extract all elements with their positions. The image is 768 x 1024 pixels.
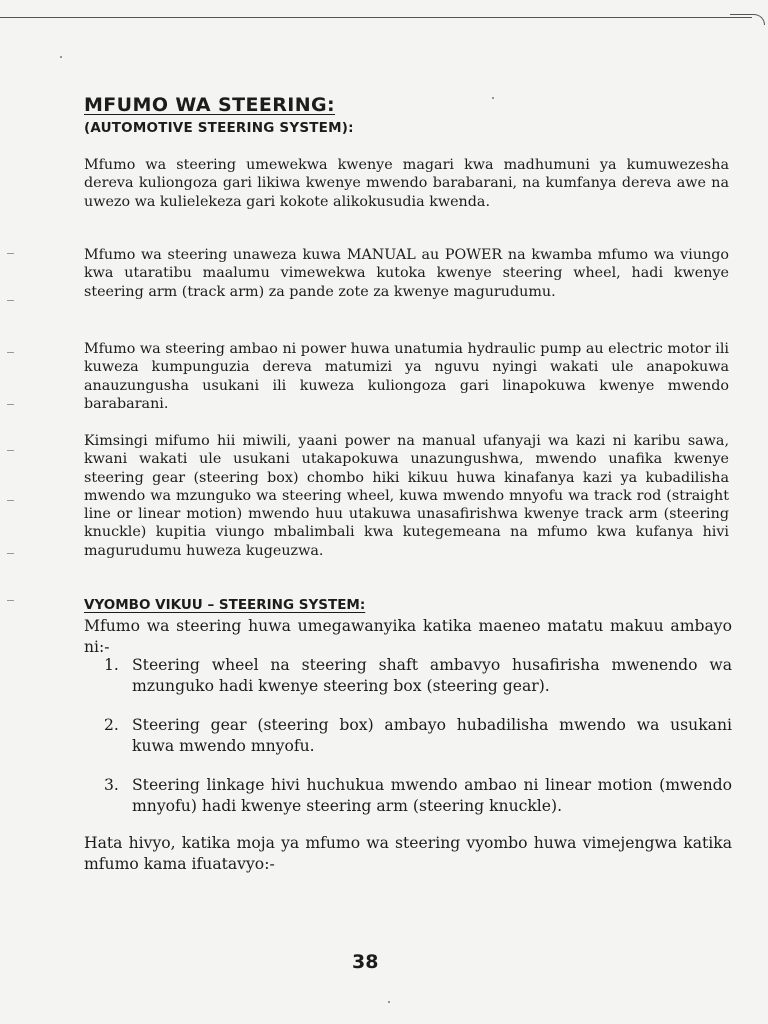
margin-mark <box>7 553 14 554</box>
margin-mark <box>7 352 14 353</box>
step-number: 1. <box>104 656 119 674</box>
intro-paragraph: Mfumo wa steering unaweza kuwa MANUAL au POWER na kwamba mfumo wa viungo kwa utaratibu maalumu vimewekwa kutoka kwenye steering wheel, hadi kwenye steering arm (track arm) za pande zote za kwenye magurudumu. <box>84 247 729 300</box>
document-subtitle: (AUTOMOTIVE STEERING SYSTEM): <box>84 120 354 136</box>
margin-mark <box>7 300 14 301</box>
scan-speck <box>388 1001 390 1003</box>
intro-paragraph: Mfumo wa steering umewekwa kwenye magari kwa madhumuni ya kumuwezesha dereva kuliongoza gari likiwa kwenye mwendo barabarani, na kumfanya dereva awe na uwezo wa kulielekeza gari kokote alikokusudia kwenda. <box>84 157 729 210</box>
margin-mark <box>7 500 14 501</box>
scan-speck <box>492 97 494 99</box>
section-intro: Mfumo wa steering huwa umegawanyika katika maeneo matatu makuu ambayo ni:- <box>84 617 732 656</box>
margin-mark <box>7 600 14 601</box>
step-number: 2. <box>104 716 119 734</box>
page-number: 38 <box>352 951 379 973</box>
step-number: 3. <box>104 776 119 794</box>
section-heading: VYOMBO VIKUU – STEERING SYSTEM: <box>84 597 366 613</box>
closing-paragraph: Hata hivyo, katika moja ya mfumo wa steering vyombo huwa vimejengwa katika mfumo kama ifuatavyo:- <box>84 834 732 873</box>
top-edge-rule <box>0 17 752 18</box>
step-text: Steering linkage hivi huchukua mwendo ambao ni linear motion (mwendo mnyofu) hadi kwenye steering arm (steering knuckle). <box>132 776 732 815</box>
document-title: MFUMO WA STEERING: <box>84 94 336 116</box>
intro-paragraph: Kimsingi mifumo hii miwili, yaani power na manual ufanyaji wa kazi ni karibu sawa, kwani wakati ule usukani utakapokuwa unazungushwa, mwendo unafika kwenye steering gear (steering box) chombo hiki kikuu huwa kinafanya kazi ya kubadilisha mwendo wa mzunguko wa steering wheel, kuwa mwendo mnyofu wa track rod (straight line or linear motion) mwendo huu utakuwa unasafirishwa kwenye track arm (steering knuckle) kupitia viungo mbalimbali kwa kutegemeana na mfumo kwa kufanya hivi magurudumu huweza kugeuzwa. <box>84 433 729 559</box>
top-edge-curl <box>730 14 765 25</box>
step-text: Steering gear (steering box) ambayo hubadilisha mwendo wa usukani kuwa mwendo mnyofu. <box>132 716 732 755</box>
margin-mark <box>7 404 14 405</box>
intro-paragraph: Mfumo wa steering ambao ni power huwa unatumia hydraulic pump au electric motor ili kuweza kumpunguzia dereva matumizi ya nguvu nyingi wakati ule anapokuwa anauzungusha usukani ili kuweza kuliongoza gari linapokuwa kwenye mwendo barabarani. <box>84 341 729 412</box>
step-text: Steering wheel na steering shaft ambavyo husafirisha mwenendo wa mzunguko hadi kwenye steering box (steering gear). <box>132 656 732 695</box>
margin-mark <box>7 450 14 451</box>
margin-mark <box>7 253 14 254</box>
scan-speck <box>60 56 62 58</box>
